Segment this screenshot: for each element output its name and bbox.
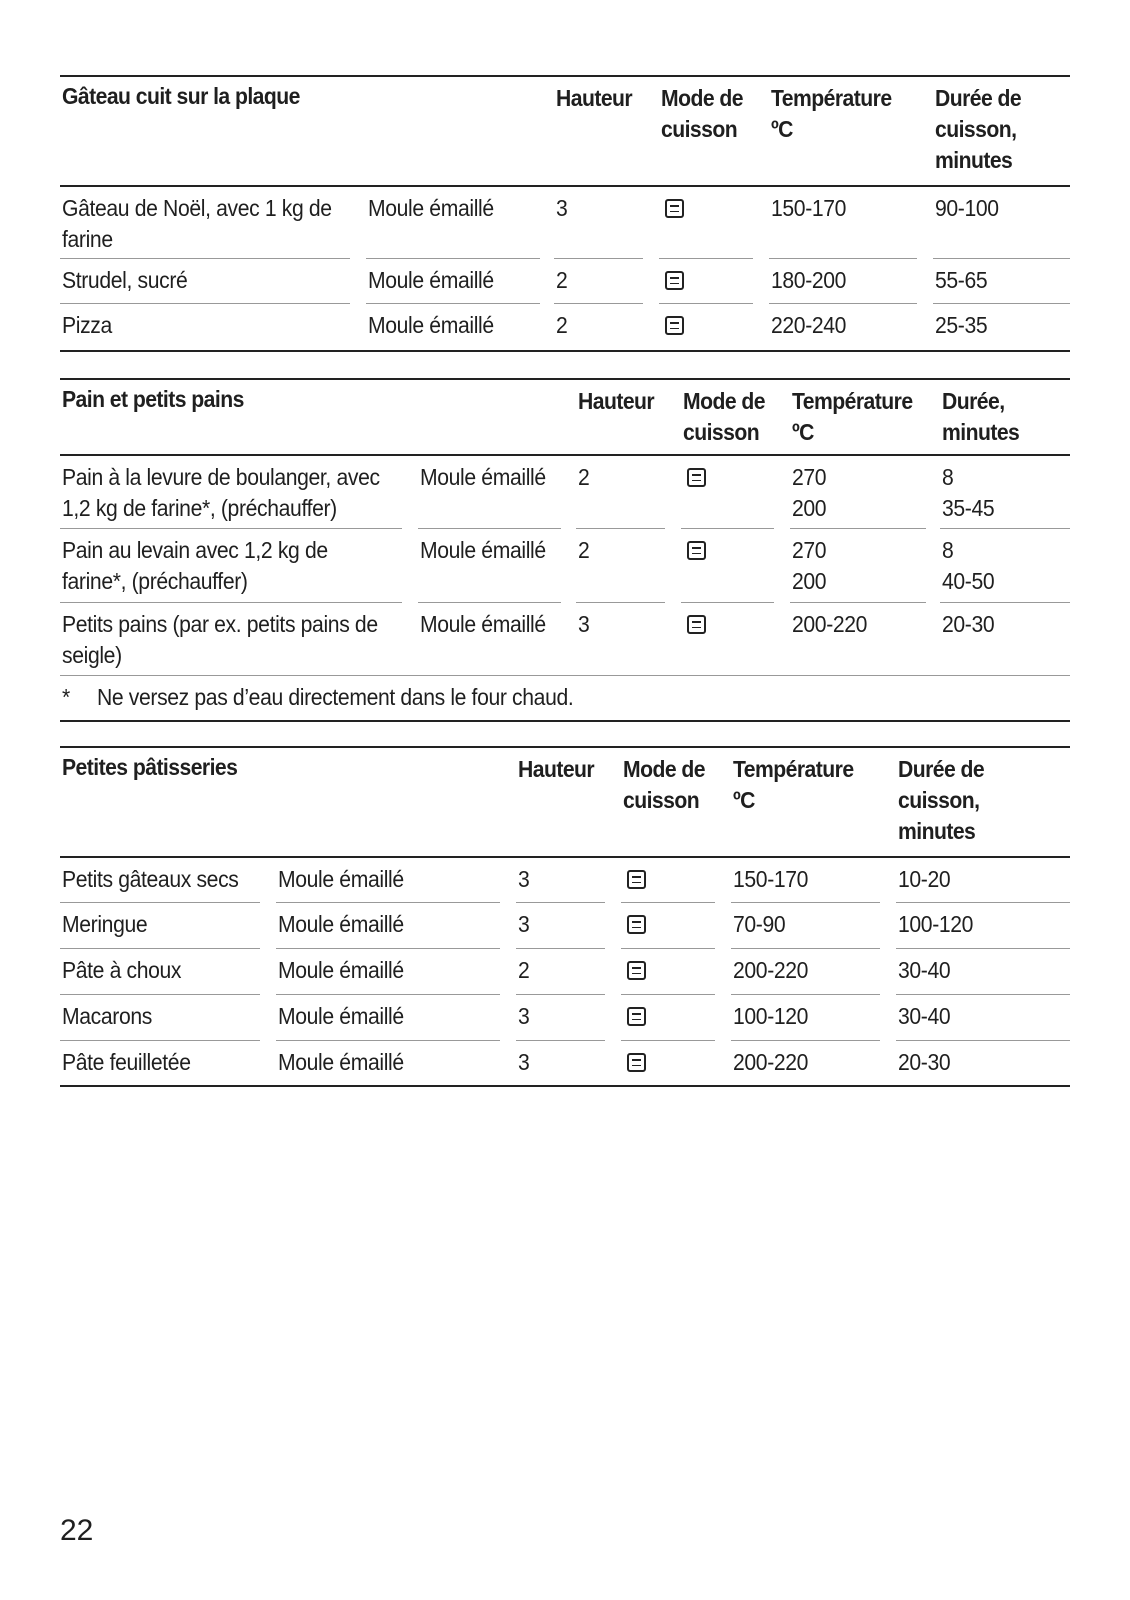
top-bottom-heat-icon	[687, 468, 706, 487]
table-bottom-rule	[60, 720, 1070, 722]
duration-value-line: 25-35	[935, 312, 988, 338]
temperature-value	[792, 609, 867, 640]
header-temperature-line: ºC	[792, 419, 814, 445]
top-bottom-heat-icon	[627, 1007, 646, 1026]
header-duree-line: minutes	[935, 147, 1013, 173]
dish-name-line: farine*, (préchauffer)	[62, 568, 248, 594]
temperature-value	[771, 310, 846, 341]
table-top-rule	[60, 75, 1070, 77]
baking-table	[60, 75, 1070, 350]
duration-value-line: 30-40	[898, 957, 951, 983]
header-temperature	[792, 386, 913, 448]
top-bottom-heat-icon	[665, 316, 684, 335]
header-duree-line: cuisson,	[898, 787, 980, 813]
temperature-value-line: 150-170	[771, 195, 847, 221]
header-temperature-line: Température	[733, 756, 854, 782]
header-mode-line: cuisson	[683, 419, 760, 445]
table-row	[60, 995, 1070, 1041]
header-temperature	[771, 83, 892, 145]
table-row	[60, 529, 1070, 603]
duration-value	[898, 1001, 950, 1032]
dish-name-line: Pain au levain avec 1,2 kg de	[62, 537, 328, 563]
mould-type: Moule émaillé	[278, 1049, 404, 1075]
table-row	[60, 903, 1070, 949]
duration-value	[942, 609, 994, 640]
top-bottom-heat-icon	[627, 961, 646, 980]
header-mode	[661, 83, 743, 145]
table-row	[60, 1041, 1070, 1085]
header-duree-line: Durée de	[935, 85, 1022, 111]
shelf-level: 3	[518, 1049, 530, 1075]
temperature-value-line: 180-200	[771, 267, 847, 293]
baking-table	[60, 746, 1070, 1085]
shelf-level: 3	[518, 911, 530, 937]
header-duree	[935, 83, 1021, 176]
mould-type: Moule émaillé	[278, 866, 404, 892]
top-bottom-heat-icon	[687, 615, 706, 634]
header-temperature	[733, 754, 854, 816]
temperature-value	[733, 864, 808, 895]
header-mode	[683, 386, 765, 448]
shelf-level: 2	[578, 464, 590, 490]
shelf-level: 3	[518, 1003, 530, 1029]
table-row	[60, 259, 1070, 304]
dish-name-line: Pâte feuilletée	[62, 1049, 191, 1075]
temperature-value-line: 200-220	[733, 1049, 809, 1075]
dish-name-line: farine	[62, 226, 113, 252]
duration-value	[935, 310, 987, 341]
temperature-value-line: 270	[792, 464, 827, 490]
dish-name-line: Gâteau de Noël, avec 1 kg de	[62, 195, 332, 221]
table-row	[60, 304, 1070, 350]
duration-value-line: 40-50	[942, 568, 995, 594]
duration-value-line: 30-40	[898, 1003, 951, 1029]
temperature-value-line: 200	[792, 495, 827, 521]
header-duree-line: Durée,	[942, 388, 1005, 414]
temperature-value	[733, 1047, 808, 1078]
top-bottom-heat-icon	[627, 915, 646, 934]
dish-name	[62, 310, 112, 341]
page-number: 22	[60, 1514, 94, 1547]
dish-name-line: Pizza	[62, 312, 112, 338]
mould-type: Moule émaillé	[420, 537, 546, 563]
shelf-level: 3	[518, 866, 530, 892]
table-row	[60, 456, 1070, 529]
dish-name	[62, 193, 332, 255]
top-bottom-heat-icon	[627, 1053, 646, 1072]
mould-type: Moule émaillé	[368, 195, 494, 221]
top-bottom-heat-icon	[665, 199, 684, 218]
duration-value-line: 35-45	[942, 495, 995, 521]
table-row	[60, 858, 1070, 903]
footnote-mark: *	[62, 684, 70, 710]
mould-type: Moule émaillé	[420, 464, 546, 490]
dish-name-line: Petits pains (par ex. petits pains de	[62, 611, 378, 637]
table-title: Petites pâtisseries	[62, 754, 238, 780]
header-mode-line: Mode de	[623, 756, 705, 782]
row-divider	[60, 675, 1070, 676]
header-duree-line: Durée de	[898, 756, 985, 782]
header-mode-line: Mode de	[683, 388, 765, 414]
temperature-value-line: 200-220	[792, 611, 868, 637]
header-hauteur-line: Hauteur	[518, 756, 595, 782]
header-temperature-line: ºC	[733, 787, 755, 813]
shelf-level: 2	[518, 957, 530, 983]
header-duree-line: minutes	[942, 419, 1020, 445]
temperature-value	[733, 1001, 808, 1032]
duration-value-line: 55-65	[935, 267, 988, 293]
table-top-rule	[60, 378, 1070, 380]
table-top-rule	[60, 746, 1070, 748]
dish-name	[62, 864, 238, 895]
header-hauteur	[518, 754, 594, 785]
header-mode-line: cuisson	[661, 116, 738, 142]
dish-name	[62, 609, 378, 671]
duration-value-line: 90-100	[935, 195, 999, 221]
duration-value-line: 100-120	[898, 911, 974, 937]
table-row	[60, 187, 1070, 259]
header-hauteur-line: Hauteur	[578, 388, 655, 414]
top-bottom-heat-icon	[687, 541, 706, 560]
shelf-level: 2	[556, 267, 568, 293]
shelf-level: 3	[556, 195, 568, 221]
shelf-level: 2	[578, 537, 590, 563]
dish-name	[62, 955, 181, 986]
baking-table	[60, 378, 1070, 720]
mould-type: Moule émaillé	[368, 267, 494, 293]
temperature-value-line: 100-120	[733, 1003, 809, 1029]
duration-value-line: 8	[942, 464, 954, 490]
dish-name-line: Petits gâteaux secs	[62, 866, 239, 892]
dish-name-line: Pain à la levure de boulanger, avec	[62, 464, 380, 490]
duration-value-line: 20-30	[942, 611, 995, 637]
duration-value-line: 8	[942, 537, 954, 563]
header-temperature-line: Température	[792, 388, 913, 414]
duration-value	[935, 193, 999, 224]
temperature-value	[771, 265, 846, 296]
duration-value	[898, 1047, 950, 1078]
mould-type: Moule émaillé	[278, 911, 404, 937]
table-bottom-rule	[60, 350, 1070, 352]
temperature-value-line: 200	[792, 568, 827, 594]
top-bottom-heat-icon	[665, 271, 684, 290]
header-duree	[898, 754, 984, 847]
header-duree-line: cuisson,	[935, 116, 1017, 142]
temperature-value	[733, 955, 808, 986]
mould-type: Moule émaillé	[278, 957, 404, 983]
header-hauteur-line: Hauteur	[556, 85, 633, 111]
temperature-value	[792, 535, 826, 597]
duration-value	[935, 265, 987, 296]
duration-value	[898, 909, 973, 940]
header-mode-line: cuisson	[623, 787, 700, 813]
mould-type: Moule émaillé	[278, 1003, 404, 1029]
duration-value-line: 20-30	[898, 1049, 951, 1075]
temperature-value-line: 200-220	[733, 957, 809, 983]
table-row	[60, 603, 1070, 676]
temperature-value-line: 270	[792, 537, 827, 563]
dish-name	[62, 1047, 191, 1078]
duration-value	[942, 535, 994, 597]
footnote	[62, 682, 573, 713]
header-mode	[623, 754, 705, 816]
dish-name-line: Meringue	[62, 911, 148, 937]
dish-name	[62, 1001, 152, 1032]
header-duree-line: minutes	[898, 818, 976, 844]
dish-name	[62, 909, 147, 940]
temperature-value	[733, 909, 785, 940]
duration-value	[942, 462, 994, 524]
duration-value-line: 10-20	[898, 866, 951, 892]
temperature-value-line: 220-240	[771, 312, 847, 338]
footnote-text: Ne versez pas d’eau directement dans le four chaud.	[96, 684, 574, 710]
dish-name-line: Strudel, sucré	[62, 267, 188, 293]
dish-name-line: seigle)	[62, 642, 122, 668]
shelf-level: 3	[578, 611, 590, 637]
dish-name-line: Macarons	[62, 1003, 152, 1029]
header-temperature-line: ºC	[771, 116, 793, 142]
mould-type: Moule émaillé	[368, 312, 494, 338]
duration-value	[898, 864, 950, 895]
dish-name-line: 1,2 kg de farine*, (préchauffer)	[62, 495, 337, 521]
top-bottom-heat-icon	[627, 870, 646, 889]
temperature-value	[792, 462, 826, 524]
table-bottom-rule	[60, 1085, 1070, 1087]
table-row	[60, 949, 1070, 995]
dish-name	[62, 462, 380, 524]
header-temperature-line: Température	[771, 85, 892, 111]
temperature-value-line: 70-90	[733, 911, 786, 937]
shelf-level: 2	[556, 312, 568, 338]
header-duree	[942, 386, 1019, 448]
temperature-value	[771, 193, 846, 224]
header-hauteur	[556, 83, 632, 114]
header-mode-line: Mode de	[661, 85, 743, 111]
temperature-value-line: 150-170	[733, 866, 809, 892]
dish-name	[62, 535, 328, 597]
duration-value	[898, 955, 950, 986]
header-hauteur	[578, 386, 654, 417]
table-title: Pain et petits pains	[62, 386, 244, 412]
table-title: Gâteau cuit sur la plaque	[62, 83, 300, 109]
dish-name-line: Pâte à choux	[62, 957, 182, 983]
dish-name	[62, 265, 187, 296]
mould-type: Moule émaillé	[420, 611, 546, 637]
